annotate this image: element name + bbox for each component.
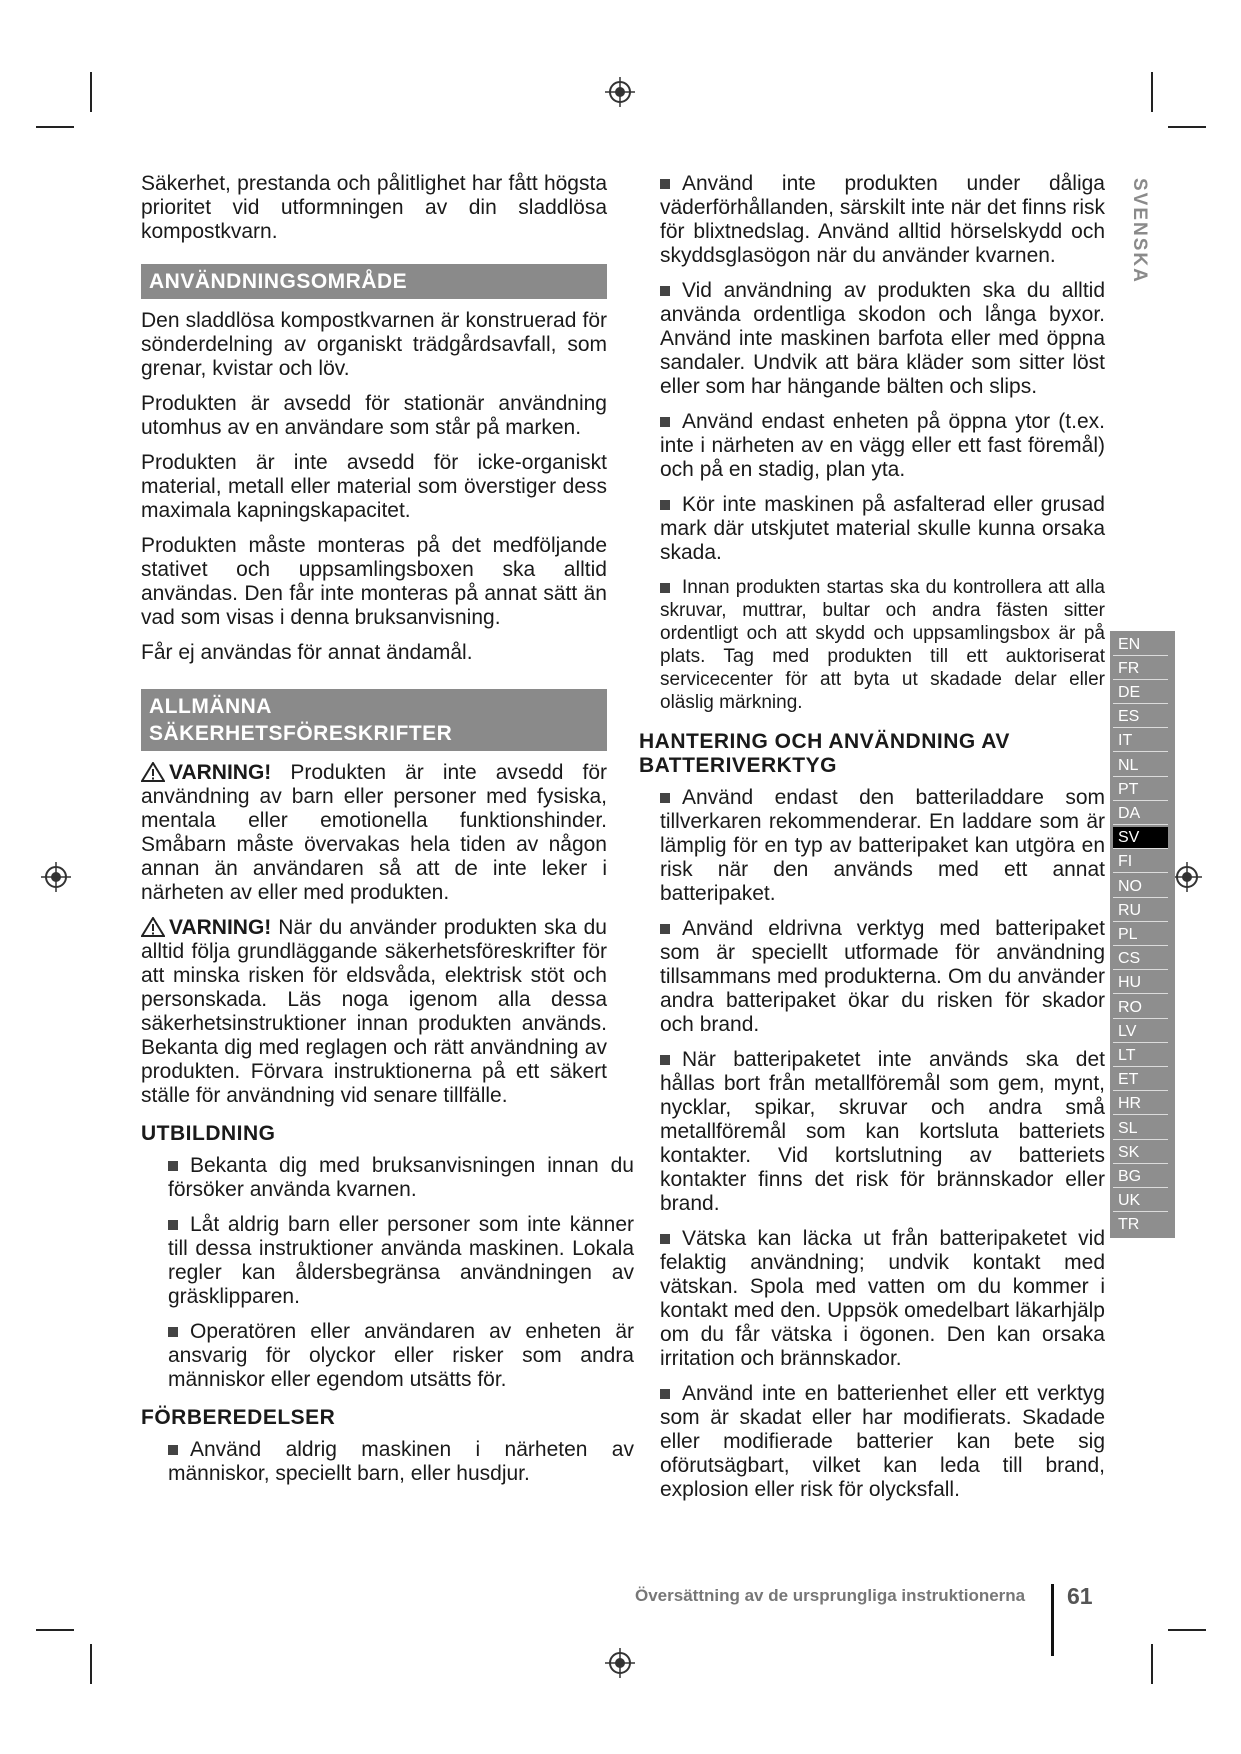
language-side-label: SVENSKA (1129, 178, 1150, 284)
list-item: Bekanta dig med bruksanvisningen innan du försöker använda kvarnen. (168, 1154, 634, 1201)
language-tab[interactable]: HR (1113, 1093, 1168, 1115)
crop-mark (1168, 1629, 1206, 1631)
list-item: Låt aldrig barn eller personer som inte känner till dessa instruktioner använda maskinen. Lokala regler kan åldersbegränsa användningen av gräsklipparen. (168, 1213, 634, 1308)
language-tab[interactable]: IT (1113, 730, 1168, 752)
language-tab[interactable]: SK (1113, 1142, 1168, 1164)
bullet-square-icon (168, 1161, 178, 1171)
bullet-square-icon (660, 417, 670, 427)
list-item: När batteripaketet inte används ska det hållas bort från metallföremål som gem, mynt, nycklar, spikar, skruvar och andra små metallföremål som kan kortsluta batteriets kontakter. Vid kortslutning av batteriets kontakter finns det risk för brännskador eller brand. (660, 1048, 1105, 1215)
usage-paragraph: Produkten är avsedd för stationär användning utomhus av en användare som står på marken. (141, 392, 607, 439)
list-item: Kör inte maskinen på asfalterad eller grusad mark där utskjutet material skulle kunna orsaka skada. (660, 493, 1105, 564)
language-tab[interactable]: FR (1113, 658, 1168, 680)
bullet-square-icon (660, 583, 670, 593)
list-item: Använd eldrivna verktyg med batteripaket som är speciellt utformade för användning tillsammans med produkterna. Om du använder andra batteripaket ökar du risken för skador och brand. (660, 917, 1105, 1036)
language-tab[interactable]: RU (1113, 900, 1168, 922)
section-heading-battery: HANTERING OCH ANVÄNDNING AV BATTERIVERKTYG (639, 730, 1010, 777)
section-heading-usage: ANVÄNDNINGSOMRÅDE (141, 264, 607, 299)
section-heading-preparations: FÖRBEREDELSER (141, 1406, 336, 1429)
language-tab[interactable]: DE (1113, 682, 1168, 704)
registration-mark-icon (605, 1648, 635, 1678)
section-heading-safety (141, 689, 607, 751)
language-tab[interactable]: FI (1113, 851, 1168, 873)
warning-label: VARNING! (169, 916, 272, 939)
warning-text: När du använder produkten ska du alltid följa grundläggande säkerhetsföreskrifter för att minska risken för eldsvåda, elektrisk stöt och personskada. Läs noga igenom alla dessa säkerhetsinstruktioner innan produkten används. Bekanta dig med reglagen och rätt användning av produkten. Förvara instruktionerna på ett säkert ställe för användning vid senare tillfälle. (141, 916, 607, 1107)
bullet-square-icon (168, 1327, 178, 1337)
language-tab[interactable]: EN (1113, 634, 1168, 656)
language-tab[interactable]: DA (1113, 803, 1168, 825)
bullet-square-icon (168, 1220, 178, 1230)
safety-heading-line1: ALLMÄNNA (149, 695, 272, 718)
crop-mark (36, 126, 74, 128)
warning-label: VARNING! (169, 761, 272, 784)
usage-paragraph: Produkten måste monteras på det medföljande stativet och uppsamlingsboxen ska alltid användas. Den får inte monteras på annat sätt än vad som visas i denna bruksanvisning. (141, 534, 607, 629)
list-item: Använd aldrig maskinen i närheten av människor, speciellt barn, eller husdjur. (168, 1438, 634, 1485)
language-tab[interactable]: LV (1113, 1021, 1168, 1043)
language-tab[interactable]: LT (1113, 1045, 1168, 1067)
list-item: Använd endast den batteriladdare som tillverkaren rekommenderar. En laddare som är lämplig för en typ av batteripaket kan utgöra en risk när den används med ett annat batteripaket. (660, 786, 1105, 905)
language-tab[interactable]: NL (1113, 755, 1168, 777)
registration-mark-icon (41, 862, 71, 892)
list-item: Vätska kan läcka ut från batteripaketet vid felaktig användning; undvik kontakt med vätskan. Spola med vatten om du kommer i kontakt med den. Uppsök omedelbart läkarhjälp om du får vätska i ögonen. Den kan orsaka irritation och brännskador. (660, 1227, 1105, 1370)
language-tab[interactable]: RO (1113, 997, 1168, 1019)
bullet-square-icon (660, 1055, 670, 1065)
bullet-square-icon (660, 286, 670, 296)
page-number: 61 (1067, 1583, 1093, 1609)
right-column (639, 172, 1105, 1513)
bullet-square-icon (660, 1234, 670, 1244)
left-column (141, 172, 634, 1497)
list-item: Operatören eller användaren av enheten är ansvarig för olyckor eller risker som andra människor eller egendom utsätts för. (168, 1320, 634, 1391)
intro-paragraph: Säkerhet, prestanda och pålitlighet har fått högsta prioritet vid utformningen av din sladdlösa kompostkvarn. (141, 172, 607, 243)
footer-text: Översättning av de ursprungliga instruktionerna (635, 1586, 1026, 1605)
crop-mark (36, 1629, 74, 1631)
bullet-square-icon (660, 179, 670, 189)
list-item: Innan produkten startas ska du kontrollera att alla skruvar, muttrar, bultar och andra fästen sitter ordentligt och att skydd och uppsamlingsbox är på plats. Tag med produkten till ett auktoriserat servicecenter för att byta ut skadade delar eller oläslig märkning. (660, 577, 1105, 713)
crop-mark (1151, 1644, 1153, 1684)
warning-triangle-icon (141, 762, 165, 782)
safety-heading-line2: SÄKERHETSFÖRESKRIFTER (149, 722, 453, 745)
crop-mark (90, 1644, 92, 1684)
bullet-square-icon (168, 1445, 178, 1455)
warning-paragraph (141, 916, 607, 1108)
list-item: Använd endast enheten på öppna ytor (t.ex. inte i närheten av en vägg eller ett fast föremål) och på en stadig, plan yta. (660, 410, 1105, 481)
language-tab[interactable]: BG (1113, 1166, 1168, 1188)
list-item: Vid användning av produkten ska du alltid använda ordentliga skodon och långa byxor. Använd inte maskinen barfota eller med öppna sandaler. Undvik att bära kläder som sitter löst eller som har hängande bälten och slips. (660, 279, 1105, 398)
bullet-square-icon (660, 793, 670, 803)
language-tab-active[interactable]: SV (1113, 827, 1168, 849)
bullet-square-icon (660, 500, 670, 510)
language-tab[interactable]: NO (1113, 876, 1168, 898)
language-tab[interactable]: CS (1113, 948, 1168, 970)
language-tab[interactable]: PT (1113, 779, 1168, 801)
language-tab[interactable]: TR (1118, 1216, 1140, 1233)
warning-text: Produkten är inte avsedd för användning av barn eller personer med fysiska, mentala eller emotionella funktionshinder. Småbarn måste övervakas hela tiden av någon annan än användaren så att de inte leker i närheten av eller med produkten. (141, 761, 607, 904)
usage-paragraph: Produkten är inte avsedd för icke-organiskt material, metall eller material som överstiger dess maximala kapningskapacitet. (141, 451, 607, 522)
language-tab[interactable]: UK (1113, 1190, 1168, 1212)
crop-mark (90, 72, 92, 112)
usage-paragraph: Den sladdlösa kompostkvarnen är konstruerad för sönderdelning av organiskt trädgårdsavfall, som grenar, kvistar och löv. (141, 309, 607, 380)
list-item: Använd inte produkten under dåliga väderförhållanden, särskilt inte när det finns risk för blixtnedslag. Använd alltid hörselskydd och skyddsglasögon när du använder kvarnen. (660, 172, 1105, 267)
registration-mark-icon (605, 77, 635, 107)
bullet-square-icon (660, 924, 670, 934)
language-tab[interactable]: PL (1113, 924, 1168, 946)
list-item: Använd inte en batterienhet eller ett verktyg som är skadat eller har modifierats. Skadade eller modifierade batterier kan bete sig oförutsägbart, vilket kan leda till brand, explosion eller risk för olycksfall. (660, 1382, 1105, 1501)
usage-paragraph: Får ej användas för annat ändamål. (141, 641, 473, 664)
language-tab[interactable]: SL (1113, 1118, 1168, 1140)
warning-triangle-icon (141, 917, 165, 937)
footer-divider (1051, 1584, 1054, 1656)
registration-mark-icon (1172, 862, 1202, 892)
language-tab[interactable]: ES (1113, 706, 1168, 728)
crop-mark (1151, 72, 1153, 112)
language-tab[interactable]: ET (1113, 1069, 1168, 1091)
warning-paragraph (141, 761, 607, 905)
bullet-square-icon (660, 1389, 670, 1399)
language-tab[interactable]: HU (1113, 972, 1168, 994)
section-heading-training: UTBILDNING (141, 1122, 276, 1145)
crop-mark (1168, 126, 1206, 128)
